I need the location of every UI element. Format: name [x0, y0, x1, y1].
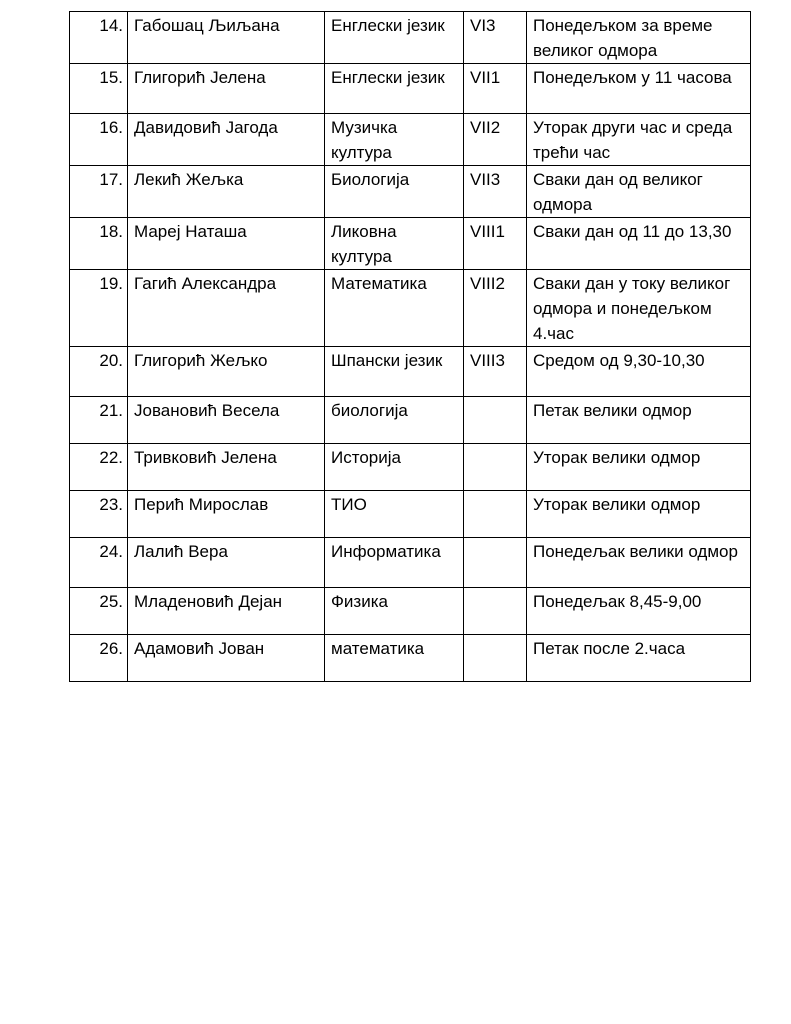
subject: Физика: [325, 588, 464, 635]
row-number: 19.: [70, 270, 128, 347]
row-number: 20.: [70, 347, 128, 397]
consultation-time: Уторак велики одмор: [527, 444, 751, 491]
row-number: 22.: [70, 444, 128, 491]
consultation-time: Понедељком у 11 часова: [527, 64, 751, 114]
teacher-name: Гагић Александра: [128, 270, 325, 347]
row-number: 18.: [70, 218, 128, 270]
consultation-time: Понедељком за време великог одмора: [527, 12, 751, 64]
row-number: 25.: [70, 588, 128, 635]
subject: Ликовна култура: [325, 218, 464, 270]
table-row: [70, 588, 751, 635]
consultation-time: Сваки дан у току великог одмора и понедељком 4.час: [527, 270, 751, 347]
row-number: 16.: [70, 114, 128, 166]
consultation-time: Уторак велики одмор: [527, 491, 751, 538]
subject: Шпански језик: [325, 347, 464, 397]
subject: Математика: [325, 270, 464, 347]
row-number: 21.: [70, 397, 128, 444]
class-name: [464, 588, 527, 635]
class-name: VIII1: [464, 218, 527, 270]
consultation-time: Средом од 9,30-10,30: [527, 347, 751, 397]
table-row: [70, 270, 751, 347]
teacher-name: Адамовић Јован: [128, 635, 325, 682]
class-name: [464, 538, 527, 588]
table-row: [70, 491, 751, 538]
class-name: [464, 397, 527, 444]
subject: Музичка култура: [325, 114, 464, 166]
teacher-name: Габошац Љиљана: [128, 12, 325, 64]
teacher-name: Мареј Наташа: [128, 218, 325, 270]
consultation-time: Петак после 2.часа: [527, 635, 751, 682]
teacher-name: Давидовић Јагода: [128, 114, 325, 166]
teacher-name: Јовановић Весела: [128, 397, 325, 444]
table-row: [70, 218, 751, 270]
table-row: [70, 397, 751, 444]
consultation-time: Понедељак 8,45-9,00: [527, 588, 751, 635]
table-row: [70, 114, 751, 166]
row-number: 17.: [70, 166, 128, 218]
consultation-time: Петак велики одмор: [527, 397, 751, 444]
teacher-name: Лалић Вера: [128, 538, 325, 588]
row-number: 23.: [70, 491, 128, 538]
class-name: VI3: [464, 12, 527, 64]
table-row: [70, 347, 751, 397]
row-number: 15.: [70, 64, 128, 114]
teacher-name: Глигорић Јелена: [128, 64, 325, 114]
teacher-name: Глигорић Жељко: [128, 347, 325, 397]
class-name: VII1: [464, 64, 527, 114]
class-name: [464, 635, 527, 682]
table-row: [70, 166, 751, 218]
teacher-name: Перић Мирослав: [128, 491, 325, 538]
class-name: [464, 444, 527, 491]
row-number: 14.: [70, 12, 128, 64]
subject: биологија: [325, 397, 464, 444]
consultation-time: Понедељак велики одмор: [527, 538, 751, 588]
table-row: [70, 12, 751, 64]
class-name: VIII2: [464, 270, 527, 347]
table-row: [70, 635, 751, 682]
subject: Историја: [325, 444, 464, 491]
class-name: VII2: [464, 114, 527, 166]
table-row: [70, 444, 751, 491]
row-number: 24.: [70, 538, 128, 588]
row-number: 26.: [70, 635, 128, 682]
subject: Енглески језик: [325, 12, 464, 64]
consultation-time: Уторак други час и среда трећи час: [527, 114, 751, 166]
consultation-time: Сваки дан од великог одмора: [527, 166, 751, 218]
table-row: [70, 64, 751, 114]
consultation-time: Сваки дан од 11 до 13,30: [527, 218, 751, 270]
class-name: VIII3: [464, 347, 527, 397]
subject: Енглески језик: [325, 64, 464, 114]
subject: Биологија: [325, 166, 464, 218]
subject: ТИО: [325, 491, 464, 538]
teacher-name: Лекић Жељка: [128, 166, 325, 218]
teacher-name: Тривковић Јелена: [128, 444, 325, 491]
class-name: VII3: [464, 166, 527, 218]
table-row: [70, 538, 751, 588]
teacher-name: Младеновић Дејан: [128, 588, 325, 635]
class-name: [464, 491, 527, 538]
subject: Информатика: [325, 538, 464, 588]
consultation-schedule-table: [69, 11, 751, 682]
subject: математика: [325, 635, 464, 682]
